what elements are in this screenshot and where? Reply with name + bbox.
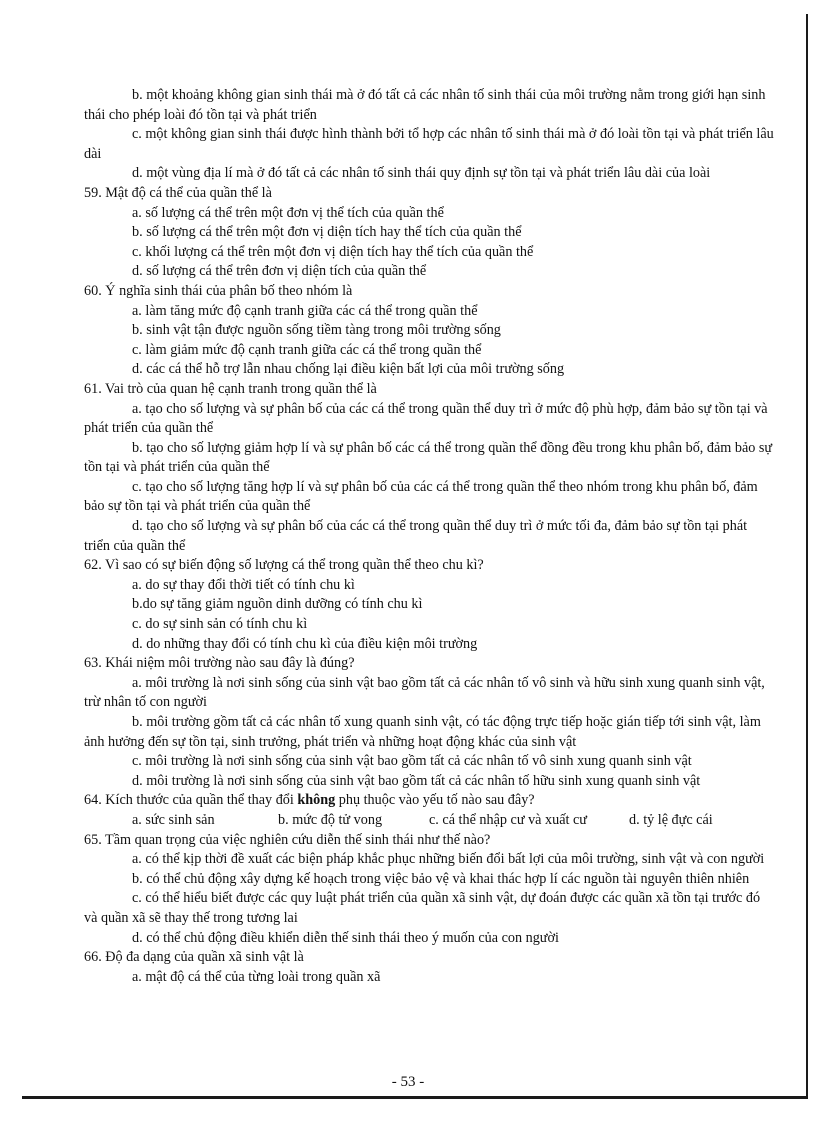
page-border-bottom bbox=[22, 1096, 808, 1099]
answer-option: b. số lượng cá thể trên một đơn vị diện tích hay thể tích của quần thể bbox=[132, 224, 522, 241]
answer-option: d. một vùng địa lí mà ở đó tất cả các nhân tố sinh thái quy định sự tồn tại và phát triển lâu dài của loài bbox=[132, 165, 711, 182]
answer-option: b. sinh vật tận được nguồn sống tiềm tàng trong môi trường sống bbox=[132, 322, 501, 339]
answer-option: b. một khoảng không gian sinh thái mà ở đó tất cả các nhân tố sinh thái của môi trường nằm trong giới hạn sinh thái cho phép loài đó tồn tại và phát triển bbox=[84, 87, 766, 123]
answer-option: a. mật độ cá thể của từng loài trong quần xã bbox=[132, 968, 381, 985]
answer-option: b.do sự tăng giảm nguồn dinh dưỡng có tính chu kì bbox=[132, 596, 423, 613]
answer-option: a. do sự thay đổi thời tiết có tính chu kì bbox=[132, 576, 355, 593]
answer-option: b. tạo cho số lượng giảm hợp lí và sự phân bố các cá thể trong quần thể đồng đều trong khu phân bố, đảm bảo sự tồn tại và phát triển của quần thể bbox=[84, 439, 773, 476]
answer-option: d. môi trường là nơi sinh sống của sinh vật bao gồm tất cả các nhân tố hữu sinh xung quanh sinh vật bbox=[132, 772, 701, 789]
page-content bbox=[84, 86, 774, 987]
option-d: d. tỷ lệ đực cái bbox=[629, 811, 713, 828]
question-stem: 60. Ý nghĩa sinh thái của phân bố theo nhóm là bbox=[84, 282, 353, 299]
answer-option: c. một không gian sinh thái được hình thành bởi tổ hợp các nhân tố sinh thái mà ở đó loài tồn tại và phát triển lâu dài bbox=[84, 126, 774, 162]
answer-option: c. khối lượng cá thể trên một đơn vị diện tích hay thể tích của quần thể bbox=[132, 243, 534, 260]
answer-option: a. tạo cho số lượng và sự phân bố của các cá thể trong quần thể duy trì ở mức độ phù hợp, đảm bảo sự tồn tại và phát triển của quần thể bbox=[84, 400, 768, 437]
question-64-options bbox=[84, 811, 774, 831]
question-64: 64. Kích thước của quần thể thay đổi không phụ thuộc vào yếu tố nào sau đây? bbox=[84, 792, 535, 809]
question-stem: 63. Khái niệm môi trường nào sau đây là đúng? bbox=[84, 655, 355, 672]
answer-option: c. làm giảm mức độ cạnh tranh giữa các cá thể trong quần thể bbox=[132, 341, 482, 358]
option-a: a. sức sinh sản bbox=[132, 811, 215, 828]
answer-option: c. do sự sinh sản có tính chu kì bbox=[132, 616, 308, 633]
question-block-65-66 bbox=[84, 831, 774, 988]
answer-option: d. số lượng cá thể trên đơn vị diện tích của quần thể bbox=[132, 263, 427, 280]
option-b: b. mức độ tử vong bbox=[278, 811, 383, 828]
emphasis-khong: không bbox=[297, 792, 336, 809]
answer-option: a. làm tăng mức độ cạnh tranh giữa các cá thể trong quần thể bbox=[132, 302, 478, 319]
answer-option: b. môi trường gồm tất cả các nhân tố xung quanh sinh vật, có tác động trực tiếp hoặc gián tiếp tới sinh vật, làm ảnh hưởng đến sự tồn tại, sinh trưởng, phát triển và những hoạt động khác của sinh vật bbox=[84, 714, 761, 750]
page-number: - 53 - bbox=[391, 1074, 425, 1090]
answer-option: a. số lượng cá thể trên một đơn vị thể tích của quần thể bbox=[132, 204, 444, 221]
question-stem: 65. Tầm quan trọng của việc nghiên cứu diễn thế sinh thái như thế nào? bbox=[84, 831, 491, 848]
option-c: c. cá thể nhập cư và xuất cư bbox=[429, 811, 587, 828]
answer-option: d. có thể chủ động điều khiển diễn thế sinh thái theo ý muốn của con người bbox=[132, 929, 559, 946]
question-stem: 61. Vai trò của quan hệ cạnh tranh trong quần thể là bbox=[84, 380, 377, 397]
question-block-58-63 bbox=[84, 86, 774, 791]
answer-option: d. các cá thể hỗ trợ lẫn nhau chống lại điều kiện bất lợi của môi trường sống bbox=[132, 361, 565, 378]
answer-option: a. môi trường là nơi sinh sống của sinh vật bao gồm tất cả các nhân tố vô sinh và hữu sinh xung quanh sinh vật, trừ nhân tố con người bbox=[84, 674, 765, 711]
answer-option: b. có thể chủ động xây dựng kế hoạch trong việc bảo vệ và khai thác hợp lí các nguồn tài nguyên thiên nhiên bbox=[132, 870, 750, 887]
answer-option: d. tạo cho số lượng và sự phân bố của các cá thể trong quần thể duy trì ở mức tối đa, đảm bảo sự tồn tại phát triển của quần thể bbox=[84, 518, 748, 554]
answer-option: c. có thể hiểu biết được các quy luật phát triển của quần xã sinh vật, dự đoán được các quần xã tồn tại trước đó và quần xã sẽ thay thế trong tương lai bbox=[84, 890, 761, 926]
answer-option: c. tạo cho số lượng tăng hợp lí và sự phân bố của các cá thể trong quần thể theo nhóm trong khu phân bố, đảm bảo sự tồn tại và phát triển của quần thể bbox=[84, 478, 758, 515]
page-border-right bbox=[806, 14, 808, 1098]
answer-option: a. có thể kịp thời đề xuất các biện pháp khắc phục những biến đổi bất lợi của môi trường, sinh vật và con người bbox=[132, 851, 765, 868]
question-stem: 59. Mật độ cá thể của quần thể là bbox=[84, 184, 272, 201]
question-stem: 62. Vì sao có sự biến động số lượng cá thể trong quần thể theo chu kì? bbox=[84, 557, 484, 574]
question-stem: 66. Độ đa dạng của quần xã sinh vật là bbox=[84, 949, 304, 966]
answer-option: d. do những thay đổi có tính chu kì của điều kiện môi trường bbox=[132, 635, 478, 652]
answer-option: c. môi trường là nơi sinh sống của sinh vật bao gồm tất cả các nhân tố vô sinh xung quanh sinh vật bbox=[132, 753, 692, 770]
